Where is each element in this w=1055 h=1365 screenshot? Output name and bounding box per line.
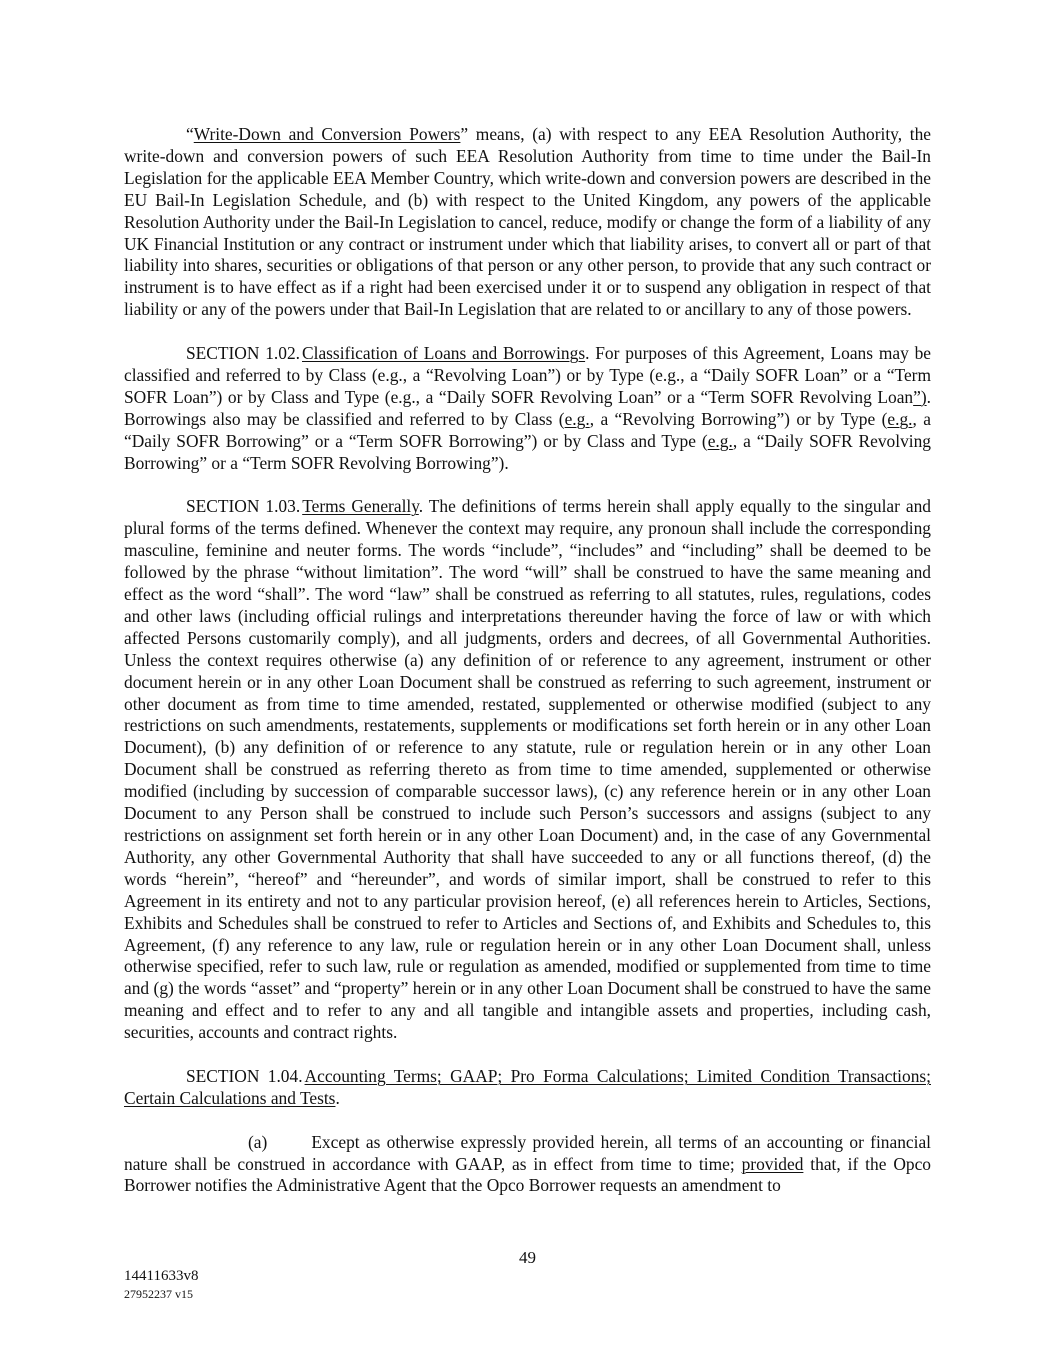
section-text: . For purposes of this Agreement, Loans may be classified and referred to by Class (e.g., a “Revolving Loan”) or by Type (e.g., a “Daily SOFR Loan” or a “Term SOFR Loan”) or by Class and Type (e.g., a “Daily SOFR Revolving Loan” or a “Term SOFR Revolving Loan: [124, 343, 931, 407]
eg-abbrev: e.g.: [707, 430, 733, 451]
document-body: [124, 124, 931, 1219]
section-text: , a “Revolving Borrowing”) or by Type (: [589, 408, 888, 429]
section-text: , a “Daily SOFR Borrowing” or a “Term SOFR Borrowing”) or by Class and Type (: [124, 408, 931, 451]
section-heading: Terms Generally: [302, 496, 419, 517]
eg-abbrev: e.g.: [887, 408, 913, 429]
definition-text: ” means, (a) with respect to any EEA Resolution Authority, the write-down and conversion powers of such EEA Resolution Authority from time to time under the Bail-In Legislation for the applicable EEA Member Country, which write-down and conversion powers are described in the EU Bail-In Legislation Schedule, and (b) with respect to the United Kingdom, any powers of the applicable Resolution Authority under the Bail-In Legislation to cancel, reduce, modify or change the form of a liability of any UK Financial Institution or any contract or instrument under which that liability arises, to convert all or part of that liability into shares, securities or obligations of that person or any other person, to provide that any such contract or instrument is to have effect as if a right had been exercised under it or to suspend any obligation in respect of that liability or any of the powers under that Bail-In Legislation that are related to or ancillary to any of those powers.: [124, 124, 932, 320]
clause-a: [124, 1132, 931, 1198]
section-number: SECTION 1.04.: [186, 1065, 303, 1086]
section-text: .: [335, 1087, 340, 1108]
clause-text: that, if the Opco Borrower notifies the Administrative Agent that the Opco Borrower requests an amendment to: [124, 1153, 931, 1196]
eg-abbrev: e.g.: [564, 408, 590, 429]
definition-write-down-conversion-powers: [124, 124, 931, 321]
document-id: 14411633v8: [124, 1268, 199, 1284]
document-id-secondary: 27952237 v15: [124, 1287, 193, 1301]
section-1-04: [124, 1066, 931, 1110]
section-number: SECTION 1.02.: [186, 343, 301, 364]
section-heading: Classification of Loans and Borrowings: [302, 343, 586, 364]
clause-label: (a): [248, 1131, 268, 1152]
section-1-03: [124, 496, 931, 1044]
provided-term: provided: [741, 1153, 804, 1174]
section-heading: Accounting Terms; GAAP; Pro Forma Calculations; Limited Condition Transactions; Certain Calculations and Tests: [124, 1065, 931, 1108]
section-number: SECTION 1.03.: [186, 496, 301, 517]
section-text-underlined: ”): [913, 386, 927, 407]
section-text: , a “Daily SOFR Revolving Borrowing” or a “Term SOFR Revolving Borrowing”).: [124, 430, 931, 473]
defined-term: Write-Down and Conversion Powers: [193, 124, 461, 144]
section-text: . The definitions of terms herein shall apply equally to the singular and plural forms of the terms defined. Whenever the context may require, any pronoun shall include the corresponding masculine, feminine and neuter forms. The words “include”, “includes” and “including” shall be deemed to be followed by the phrase “without limitation”. The word “will” shall be construed to have the same meaning and effect as the word “shall”. The word “law” shall be construed as referring to all statutes, rules, regulations, codes and other laws (including official rulings and interpretations thereunder having the force of law or with which affected Persons customarily comply), and all judgments, orders and decrees, of all Governmental Authorities. Unless the context requires otherwise (a) any definition of or reference to any agreement, instrument or other document herein or in any other Loan Document shall be construed as referring to such agreement, instrument or other document as from time to time amended, restated, supplemented or otherwise modified (subject to any restrictions on such amendments, restatements, supplements or modifications set forth herein or in any other Loan Document), (b) any definition of or reference to any statute, rule or regulation herein or in any other Loan Document shall be construed as referring thereto as from time to time amended, supplemented or otherwise modified (including by succession of comparable successor laws), (c) any reference herein or in any other Loan Document to any Person shall be construed to include such Person’s successors and assigns (subject to any restrictions on assignment set forth herein or in any other Loan Document) and, in the case of any Governmental Authority, any other Governmental Authority that shall have succeeded to any or all functions thereof, (d) the words “herein”, “hereof” and “hereunder”, and words of similar import, shall be construed to refer to this Agreement in its entirety and not to any particular provision hereof, (e) all references herein to Articles, Sections, Exhibits and Schedules shall be construed to refer to Articles and Sections of, and Exhibits and Schedules to, this Agreement, (f) any reference to any law, rule or regulation herein or in any other Loan Document shall, unless otherwise specified, refer to such law, rule or regulation as amended, modified or supplemented from time to time and (g) the words “asset” and “property” herein or in any other Loan Document shall be construed to have the same meaning and effect and to refer to any and all tangible and intangible assets and properties, including cash, securities, accounts and contract rights.: [124, 496, 931, 1043]
section-1-02: [124, 343, 931, 474]
open-quote: “: [186, 124, 194, 144]
page-number: 49: [519, 1248, 536, 1267]
clause-text: Except as otherwise expressly provided herein, all terms of an accounting or financial nature shall be construed in accordance with GAAP, as in effect from time to time;: [124, 1131, 931, 1174]
section-text: . Borrowings also may be classified and referred to by Class (: [124, 386, 931, 429]
